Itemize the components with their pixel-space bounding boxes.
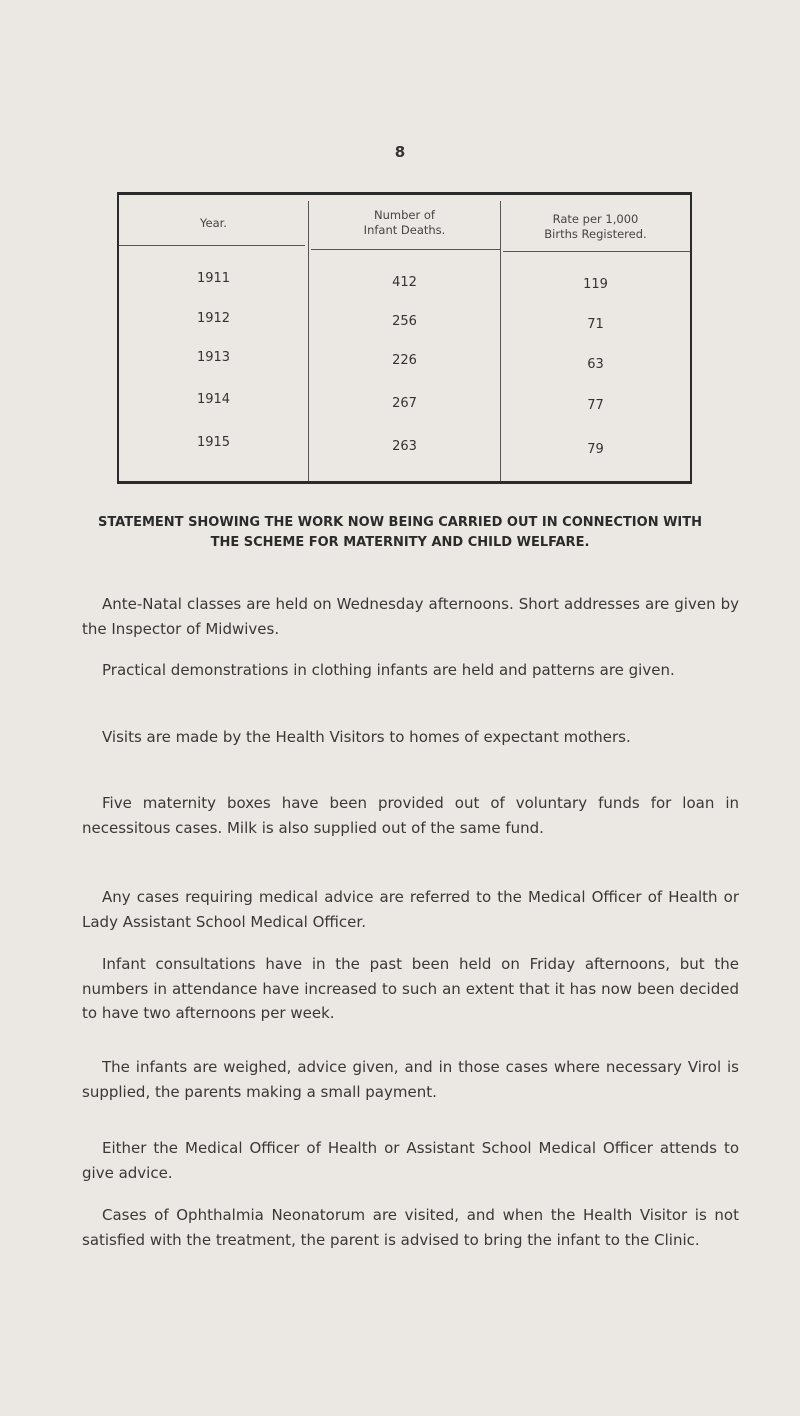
section-heading: STATEMENT SHOWING THE WORK NOW BEING CARRIED OUT IN CONNECTION WITH THE SCHEME FOR MATERNITY AND CHILD WELFARE. [97,515,703,550]
page-number: 8 [394,143,406,161]
cell-rate: 63 [587,357,604,372]
paragraph: Ante-Natal classes are held on Wednesday afternoons. Short addresses are given by the Inspector of Midwives. [82,595,739,638]
cell-rate: 77 [587,398,604,413]
cell-deaths: 256 [392,314,417,329]
paragraph: Cases of Ophthalmia Neonatorum are visited, and when the Health Visitor is not satisfied with the treatment, the parent is advised to bring the infant to the Clinic. [82,1206,739,1249]
header-infant-deaths: Number of Infant Deaths. [363,208,446,237]
cell-deaths: 263 [392,439,417,454]
header-rule [311,249,500,250]
paragraph: Any cases requiring medical advice are referred to the Medical Officer of Health or Lady Assistant School Medical Officer. [82,888,739,931]
paragraph: Either the Medical Officer of Health or Assistant School Medical Officer attends to give advice. [82,1139,739,1182]
header-year: Year. [200,215,227,230]
cell-rate: 79 [587,442,604,457]
cell-rate: 119 [583,277,608,292]
paragraph: The infants are weighed, advice given, and in those cases where necessary Virol is supplied, the parents making a small payment. [82,1058,739,1101]
cell-deaths: 267 [392,396,417,411]
header-rule [119,245,305,246]
cell-year: 1911 [196,271,231,286]
cell-year: 1913 [196,350,231,365]
cell-rate: 71 [587,317,604,332]
paragraph: Visits are made by the Health Visitors to homes of expectant mothers. [102,728,631,746]
cell-deaths: 412 [392,275,417,290]
header-rate: Rate per 1,000 Births Registered. [544,212,647,241]
header-rule [503,251,690,252]
cell-deaths: 226 [392,353,417,368]
cell-year: 1914 [196,392,231,407]
paragraph: Infant consultations have in the past been held on Friday afternoons, but the numbers in attendance have increased to such an extent that it has now been decided to have two afternoons per week. [82,955,739,1022]
paragraph: Practical demonstrations in clothing infants are held and patterns are given. [102,661,675,679]
cell-year: 1915 [196,435,231,450]
infant-deaths-table [117,192,692,484]
paragraph: Five maternity boxes have been provided out of voluntary funds for loan in necessitous cases. Milk is also supplied out of the same fund. [82,794,739,837]
cell-year: 1912 [196,311,231,326]
